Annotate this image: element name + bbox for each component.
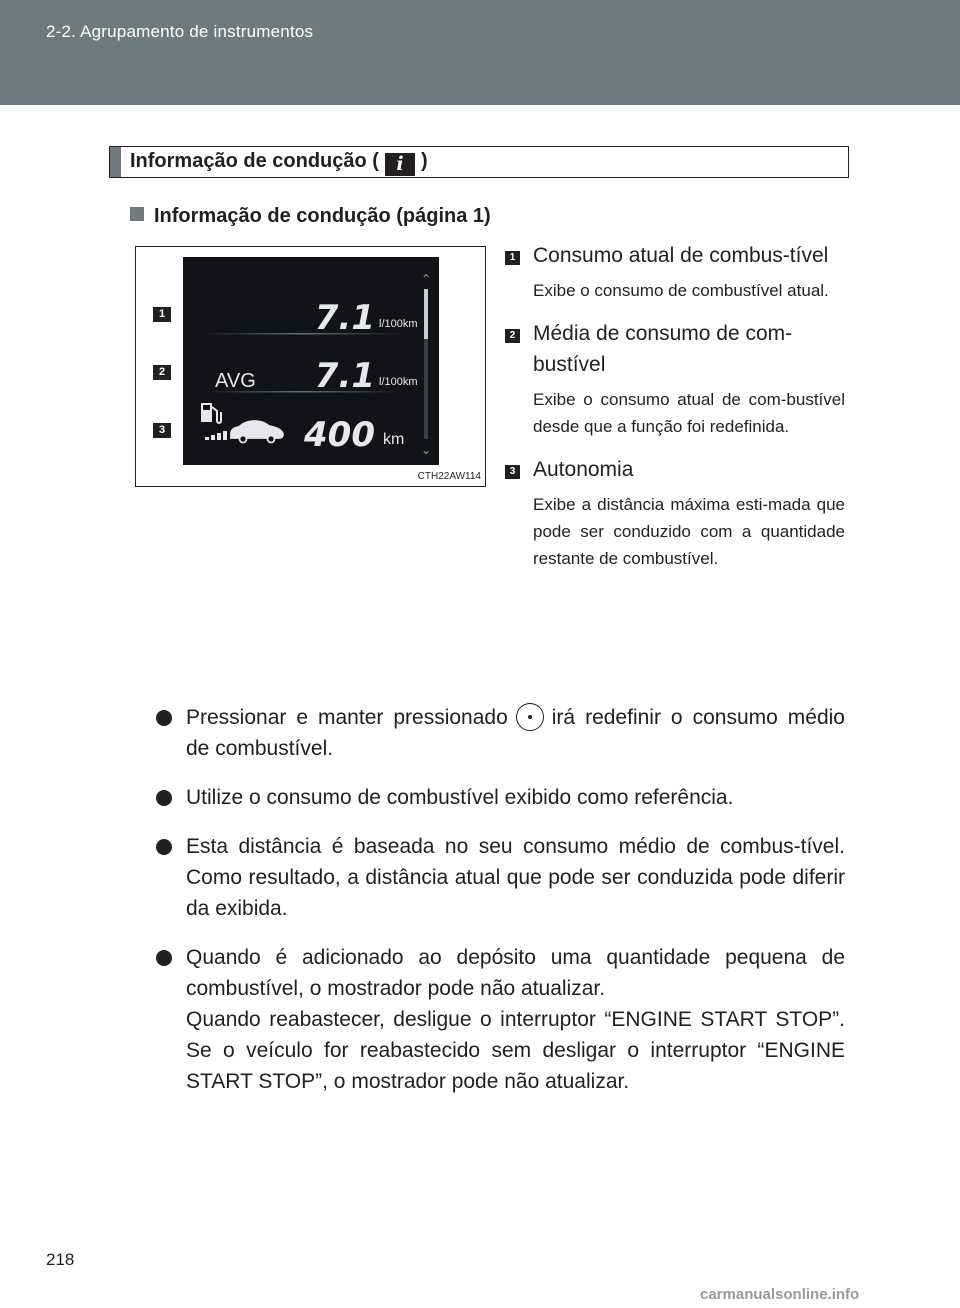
range-dashes-icon [205, 431, 227, 440]
notes-list [156, 702, 845, 1115]
note-text: Quando é adicionado ao depósito uma quantidade pequena de combustível, o mostrador pode não atualizar. [186, 946, 845, 1000]
page-number: 218 [46, 1250, 75, 1269]
header-band [0, 0, 960, 105]
note-text: Quando reabastecer, desligue o interruptor “ENGINE START STOP”. Se o veículo for reabastecido sem desligar o interruptor “ENGINE START STOP”, o mostrador pode não atualizar. [186, 1008, 845, 1093]
section-title-close: ) [420, 150, 428, 172]
note-text: Esta distância é baseada no seu consumo médio de combus-tível. Como resultado, a distância atual que pode ser conduzida pode diferir da exibida. [186, 835, 845, 920]
note-text: irá redefinir o consumo médio de combustível. [186, 706, 845, 760]
average-consumption-value: 7.1 [314, 356, 375, 396]
item-number-3: 3 [505, 465, 520, 479]
note-reset [156, 702, 845, 764]
select-button-icon [516, 703, 544, 731]
bullet-dot-icon [156, 790, 172, 806]
running-header: 2-2. Agrupamento de instrumentos [46, 22, 314, 41]
note-range-basis [156, 831, 845, 924]
subheading-text: Informação de condução (página 1) [154, 205, 491, 227]
note-text: Utilize o consumo de combustível exibido como referência. [186, 786, 734, 809]
item-title [505, 318, 845, 380]
figure-callout-1: 1 [153, 307, 171, 322]
item-title-text: Média de consumo de com-bustível [533, 322, 793, 376]
item-description: Exibe o consumo atual de com-bustível desde que a função foi redefinida. [533, 390, 845, 436]
figure-callout-3: 3 [153, 423, 171, 438]
figure-code: CTH22AW114 [417, 471, 481, 482]
range-unit: km [383, 431, 405, 448]
item-title [505, 454, 845, 485]
item-description: Exibe a distância máxima esti-mada que pode ser conduzido com a quantidade restante de combustível. [533, 495, 845, 568]
scroll-thumb [424, 289, 428, 339]
list-item [505, 318, 845, 440]
item-title-text: Autonomia [533, 458, 634, 481]
bullet-dot-icon [156, 839, 172, 855]
watermark: carmanualsonline.info [700, 1286, 860, 1303]
note-text: Pressionar e manter pressionado [186, 706, 508, 729]
range-value: 400 [304, 415, 375, 455]
item-title-text: Consumo atual de combus-tível [533, 244, 829, 267]
figure-callout-2: 2 [153, 365, 171, 380]
instrument-display [183, 257, 439, 465]
scroll-down-icon: ⌄ [420, 443, 432, 457]
current-consumption-value: 7.1 [314, 298, 375, 338]
current-consumption-unit: l/100km [379, 318, 418, 330]
section-title-text: Informação de condução ( [130, 150, 379, 172]
bullet-dot-icon [156, 950, 172, 966]
bullet-dot-icon [156, 710, 172, 726]
item-number-2: 2 [505, 329, 520, 343]
note-refuel [156, 942, 845, 1097]
info-icon: i [385, 153, 415, 176]
item-description: Exibe o consumo de combustível atual. [533, 281, 829, 300]
avg-label: AVG [215, 370, 256, 392]
section-accent [110, 147, 121, 177]
section-title-bar [109, 146, 849, 178]
item-title [505, 240, 845, 271]
note-reference [156, 782, 845, 813]
display-figure [135, 246, 486, 487]
average-consumption-unit: l/100km [379, 376, 418, 388]
list-item [505, 240, 845, 304]
scroll-up-icon: ⌃ [420, 272, 432, 286]
fuel-pump-icon [201, 403, 221, 423]
callout-descriptions [505, 240, 845, 572]
display-graphics [183, 257, 439, 465]
square-bullet-icon [130, 207, 144, 221]
subheading [130, 205, 491, 228]
list-item [505, 454, 845, 572]
car-icon [231, 421, 283, 443]
item-number-1: 1 [505, 251, 520, 265]
section-title [130, 150, 428, 176]
